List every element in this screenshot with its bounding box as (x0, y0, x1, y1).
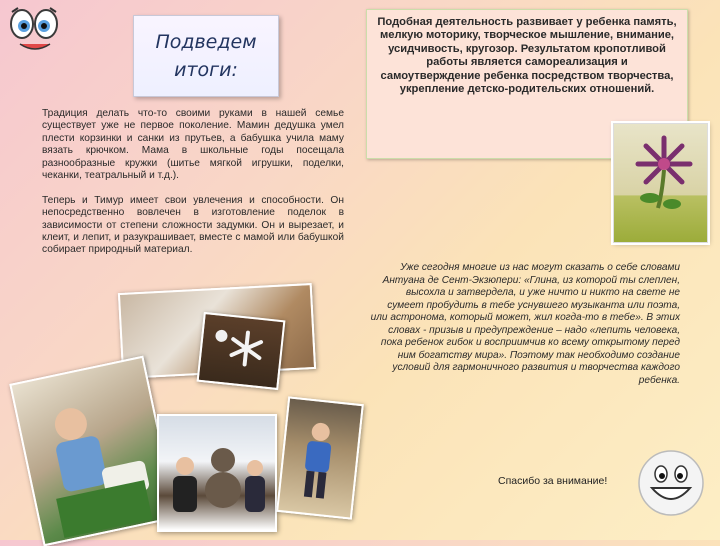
snowman-icon (159, 416, 275, 530)
flower-craft-photo (613, 123, 708, 243)
boy-figure-icon (12, 358, 176, 544)
summary-text: Подобная деятельность развивает у ребенка память, мелкую моторику, творческое мышление, внимание, усидчивость, кругозор. Результатом кропотливой работы является самореализация и самоутверждение ребенка посредством творчества, укрепление детско-родительских отношений. (377, 16, 677, 96)
paragraph-tradition: Традиция делать что-то своими руками в нашей семье существует уже не первое поколение. Мамин дедушка умел плести корзинки и санки из прутьев, а бабушка учила маму вязать крючком. Мама в школьные годы посещала разнообразные кружки (шитье мягкой игрушки, поделки, чеканки, театральный и т.д.). (42, 108, 344, 182)
paragraph-timur: Теперь и Тимур имеет свои увлечения и способности. Он непосредственно вовлечен в изготовление поделок в зависимости от степени сложности задумки. Он и вырезает, и клеит, и лепит, и разукрашивает, вместе с мамой или бабушкой собирает природный материал. (42, 194, 344, 256)
boy-standing-photo (276, 396, 364, 519)
thanks-text: Спасибо за внимание! (498, 475, 608, 487)
paper-flower-photo (197, 312, 286, 390)
page-title: Подведем итоги: (155, 30, 257, 81)
smiley-face-icon (636, 448, 706, 518)
snowman-photo (157, 414, 277, 532)
left-text-block (42, 108, 344, 269)
smiley-eyes-icon (6, 6, 64, 52)
exupery-quote: Уже сегодня многие из нас могут сказать о себе словами Антуана де Сент-Экзюпери: «Глина, из которой ты слеплен, высохла и затвердела, и уже ничто и никто на свете не сумеет пробудить в тебе уснувшего музыканта или поэта, или астронома, который может, жил когда-то в тебе». В этих словах - призыв и предупреждение – надо «лепить человека, пока ребенок гибок и восприимчив ко всему открытому перед ним богатству мира». Поэтому так необходимо создание условий для гармоничного развития и творчества каждого ребенка. (370, 262, 680, 386)
boy-standing-icon (278, 399, 361, 518)
title-box (133, 15, 279, 97)
snowflake-icon (199, 314, 283, 388)
boy-crafting-photo (9, 356, 178, 546)
flower-icon (614, 124, 707, 242)
